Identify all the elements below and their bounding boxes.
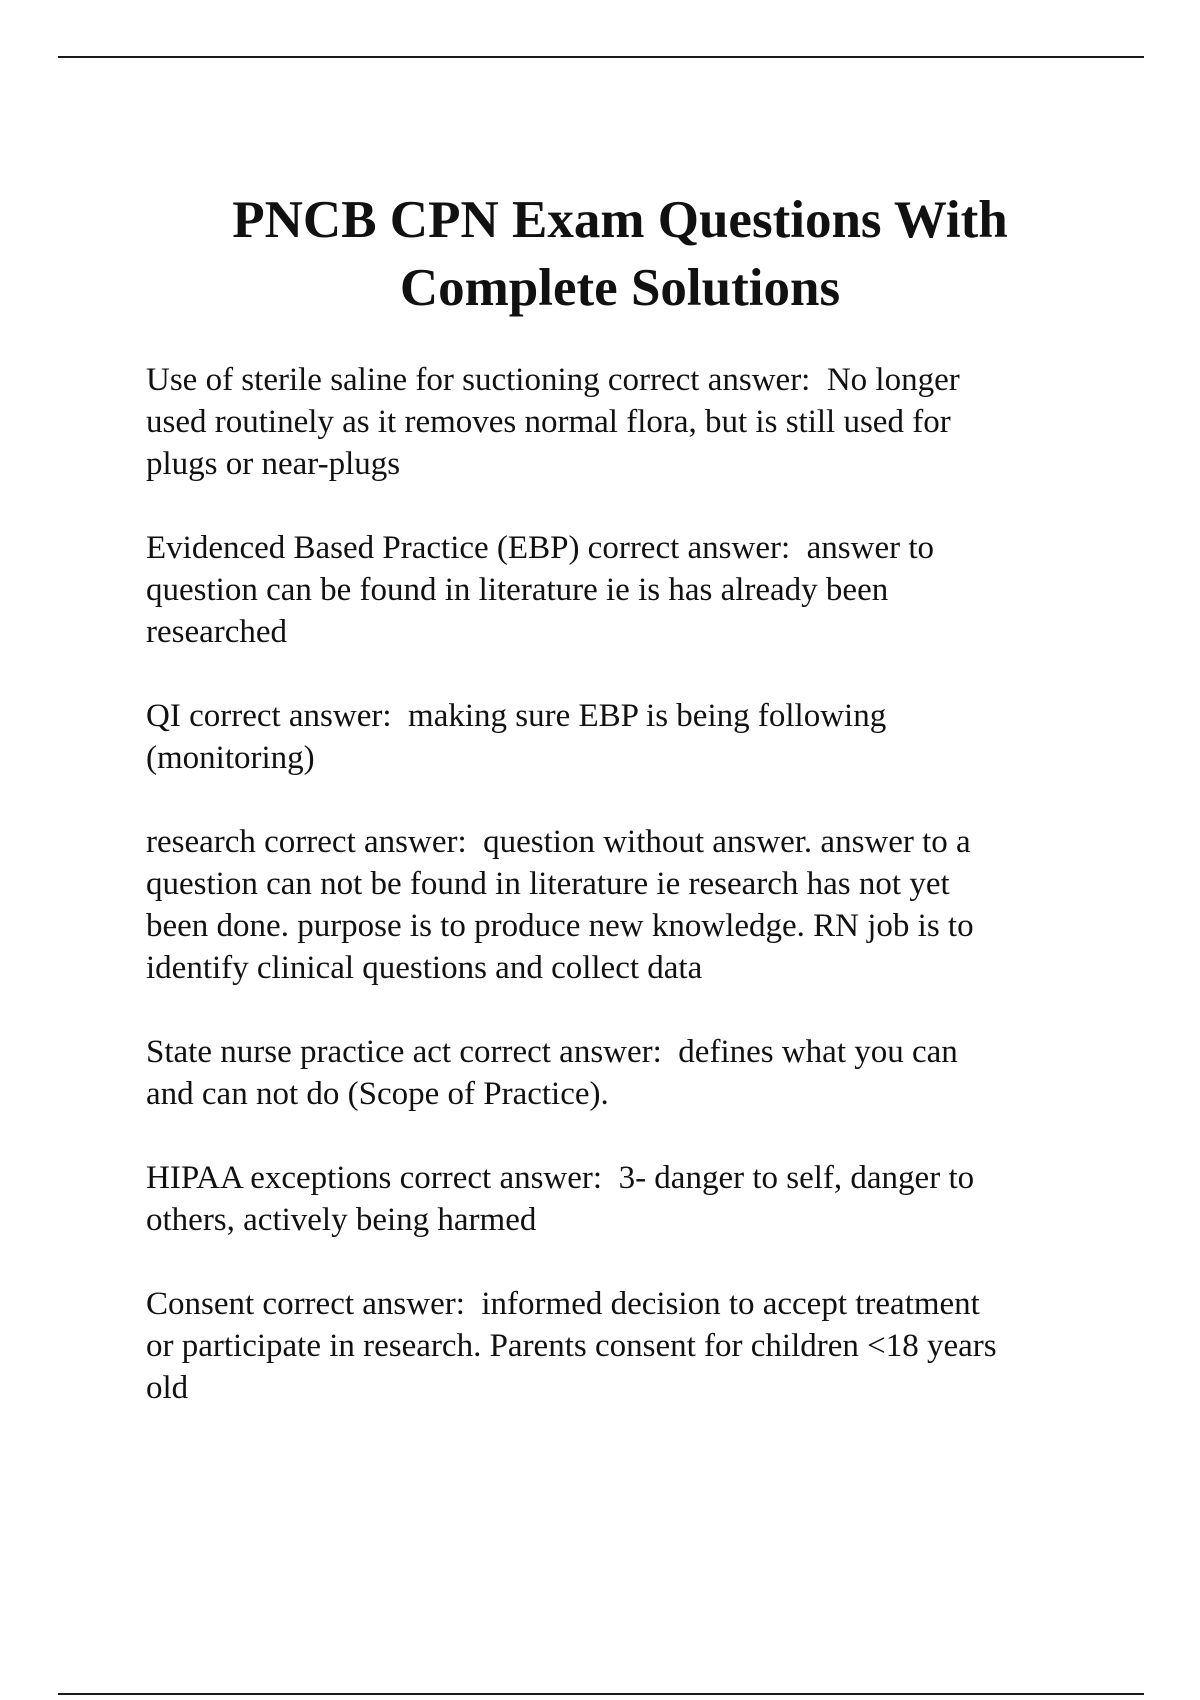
page-title-line-1: PNCB CPN Exam Questions With <box>232 191 1008 249</box>
qa-entry-nurse-practice-act: State nurse practice act correct answer: defines what you can and can not do (Scope of Practice). <box>146 1034 958 1112</box>
qa-entry-research: research correct answer: question without answer. answer to a question can not be found in literature ie research has not yet been done. purpose is to produce new knowledge. RN job is to identify clinical questions and collect data <box>146 824 974 986</box>
footer-rule <box>58 1693 1144 1695</box>
qa-list <box>146 359 1146 1451</box>
qa-entry-consent: Consent correct answer: informed decision to accept treatment or participate in research. Parents consent for children <18 years old <box>146 1286 997 1406</box>
qa-entry-hipaa-exceptions: HIPAA exceptions correct answer: 3- danger to self, danger to others, actively being harmed <box>146 1160 975 1238</box>
page-title <box>110 186 1130 322</box>
qa-entry-ebp: Evidenced Based Practice (EBP) correct answer: answer to question can be found in literature ie is has already been researched <box>146 530 935 650</box>
header-rule <box>58 56 1144 58</box>
page-title-line-2: Complete Solutions <box>399 259 841 317</box>
qa-entry-qi: QI correct answer: making sure EBP is being following (monitoring) <box>146 698 887 776</box>
qa-entry-sterile-saline: Use of sterile saline for suctioning correct answer: No longer used routinely as it removes normal flora, but is still used for plugs or near-plugs <box>146 362 960 482</box>
